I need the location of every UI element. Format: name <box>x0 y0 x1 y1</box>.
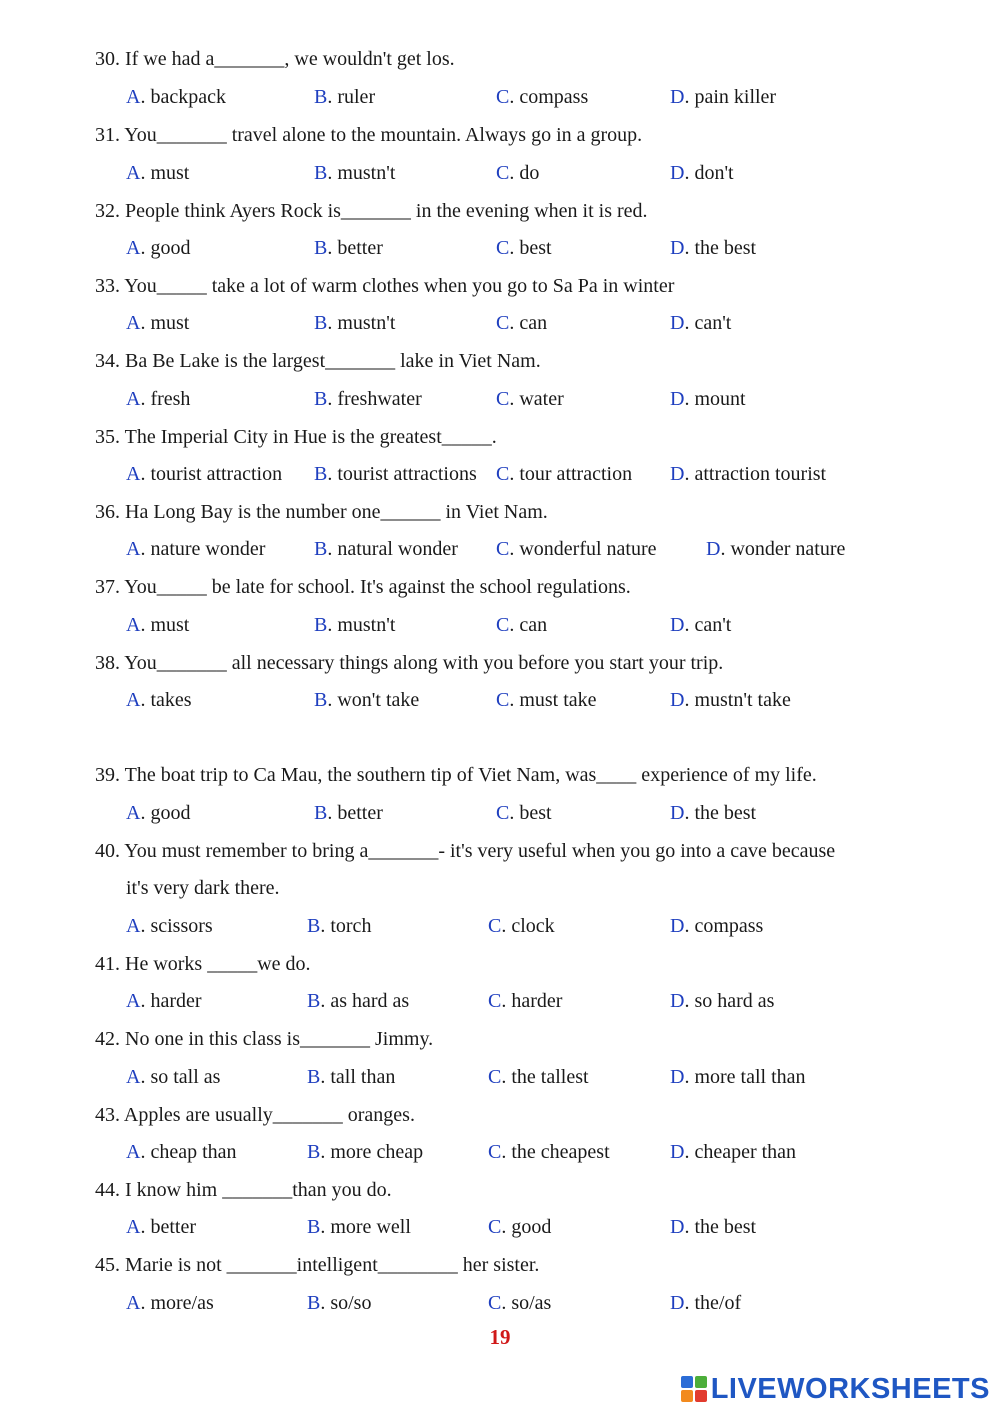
option-text: must <box>150 312 190 334</box>
answer-option-a[interactable]: A. scissors <box>126 915 213 937</box>
option-letter: C <box>496 538 510 560</box>
option-letter: A <box>126 312 141 334</box>
answer-option-a[interactable]: A. harder <box>126 990 202 1012</box>
option-letter: C <box>496 237 510 259</box>
logo-text: LIVEWORKSHEETS <box>710 1372 990 1405</box>
option-letter: D <box>670 388 685 410</box>
question-stem: Apples are usually_______ oranges. <box>123 1104 415 1126</box>
option-text: natural wonder <box>337 538 458 560</box>
option-text: so tall as <box>150 1066 221 1088</box>
answer-option-b[interactable]: B. better <box>314 802 383 824</box>
answer-option-b[interactable]: B. better <box>314 237 383 259</box>
option-text: cheaper than <box>694 1141 797 1163</box>
answer-option-a[interactable]: A. must <box>126 162 190 184</box>
logo-square-orange <box>681 1390 693 1402</box>
answer-option-d[interactable]: D. pain killer <box>670 86 777 108</box>
question-40 <box>95 840 835 863</box>
option-text: must <box>150 162 190 184</box>
option-letter: D <box>670 237 685 259</box>
option-letter: A <box>126 802 141 824</box>
answer-option-a[interactable]: A. tourist attraction <box>126 463 283 485</box>
option-letter: C <box>488 1066 502 1088</box>
option-text: torch <box>330 915 372 937</box>
answer-option-c[interactable]: C. must take <box>496 689 597 711</box>
answer-option-a[interactable]: A. must <box>126 312 190 334</box>
option-letter: B <box>314 237 328 259</box>
option-letter: B <box>314 463 328 485</box>
option-text: better <box>337 802 383 824</box>
question-number: 34. <box>95 350 120 372</box>
liveworksheets-logo-icon <box>681 1376 707 1402</box>
question-39 <box>95 764 817 787</box>
option-text: do <box>519 162 540 184</box>
option-text: must take <box>519 689 597 711</box>
answer-option-d[interactable]: D. the best <box>670 802 757 824</box>
answer-option-d[interactable]: D. the/of <box>670 1292 742 1314</box>
option-text: mustn't <box>337 312 396 334</box>
option-letter: A <box>126 86 141 108</box>
answer-option-d[interactable]: D. attraction tourist <box>670 463 827 485</box>
answer-option-c[interactable]: C. so/as <box>488 1292 552 1314</box>
question-stem: No one in this class is_______ Jimmy. <box>125 1028 434 1050</box>
option-letter: A <box>126 538 141 560</box>
answer-option-b[interactable]: B. won't take <box>314 689 420 711</box>
option-letter: B <box>307 915 321 937</box>
option-letter: B <box>314 538 328 560</box>
option-letter: C <box>488 1292 502 1314</box>
answer-option-c[interactable]: C. good <box>488 1216 552 1238</box>
option-letter: D <box>670 689 685 711</box>
question-number: 30. <box>95 48 120 70</box>
answer-option-d[interactable]: D. more tall than <box>670 1066 806 1088</box>
question-number: 45. <box>95 1254 120 1276</box>
option-letter: B <box>314 388 328 410</box>
option-text: tourist attractions <box>337 463 477 485</box>
option-text: so/so <box>330 1292 372 1314</box>
answer-option-d[interactable]: D. the best <box>670 237 757 259</box>
option-letter: C <box>496 388 510 410</box>
option-letter: D <box>670 1216 685 1238</box>
answer-option-c[interactable]: C. can <box>496 614 548 636</box>
option-text: attraction tourist <box>694 463 827 485</box>
option-letter: A <box>126 915 141 937</box>
option-text: so/as <box>511 1292 552 1314</box>
option-text: best <box>519 237 552 259</box>
question-stem: You_____ take a lot of warm clothes when you go to Sa Pa in winter <box>124 275 675 297</box>
question-45 <box>95 1254 539 1277</box>
option-text: tour attraction <box>519 463 633 485</box>
answer-option-a[interactable]: A. must <box>126 614 190 636</box>
question-stem: People think Ayers Rock is_______ in the evening when it is red. <box>125 200 648 222</box>
option-letter: D <box>670 915 685 937</box>
answer-option-b[interactable]: B. more well <box>307 1216 411 1238</box>
option-text: so hard as <box>694 990 775 1012</box>
option-letter: A <box>126 1141 141 1163</box>
answer-option-b[interactable]: B. ruler <box>314 86 376 108</box>
option-letter: B <box>314 312 328 334</box>
answer-option-c[interactable]: C. clock <box>488 915 555 937</box>
option-text: the/of <box>694 1292 742 1314</box>
question-stem: Ha Long Bay is the number one______ in Viet Nam. <box>125 501 548 523</box>
question-number: 39. <box>95 764 120 786</box>
option-text: mount <box>694 388 746 410</box>
option-text: must <box>150 614 190 636</box>
answer-option-c[interactable]: C. the tallest <box>488 1066 589 1088</box>
option-text: good <box>150 802 191 824</box>
answer-option-d[interactable]: D. so hard as <box>670 990 775 1012</box>
option-text: takes <box>150 689 192 711</box>
answer-option-c[interactable]: C. do <box>496 162 540 184</box>
question-34 <box>95 350 541 373</box>
option-letter: D <box>670 614 685 636</box>
question-number: 38. <box>95 652 120 674</box>
option-text: good <box>150 237 191 259</box>
option-letter: D <box>670 463 685 485</box>
answer-option-d[interactable]: D. the best <box>670 1216 757 1238</box>
option-letter: D <box>670 1292 685 1314</box>
option-text: wonderful nature <box>519 538 657 560</box>
question-stem: You_______ all necessary things along with you before you start your trip. <box>124 652 724 674</box>
question-37 <box>95 576 631 599</box>
option-letter: A <box>126 689 141 711</box>
option-letter: B <box>314 689 328 711</box>
question-stem: Marie is not _______intelligent________ her sister. <box>125 1254 540 1276</box>
answer-option-d[interactable]: D. mustn't take <box>670 689 791 711</box>
answer-option-a[interactable]: A. more/as <box>126 1292 214 1314</box>
question-43 <box>95 1104 415 1127</box>
answer-option-a[interactable]: A. cheap than <box>126 1141 237 1163</box>
question-42 <box>95 1028 433 1051</box>
logo-square-green <box>695 1376 707 1388</box>
option-text: tourist attraction <box>150 463 283 485</box>
option-text: harder <box>511 990 563 1012</box>
logo-square-blue <box>681 1376 693 1388</box>
answer-option-b[interactable]: B. so/so <box>307 1292 372 1314</box>
question-stem: You_______ travel alone to the mountain. Always go in a group. <box>124 124 643 146</box>
option-text: best <box>519 802 552 824</box>
option-letter: C <box>496 802 510 824</box>
option-letter: C <box>496 86 510 108</box>
option-text: cheap than <box>150 1141 237 1163</box>
answer-option-d[interactable]: D. compass <box>670 915 764 937</box>
answer-option-b[interactable]: B. as hard as <box>307 990 410 1012</box>
question-stem: You_____ be late for school. It's against the school regulations. <box>124 576 631 598</box>
option-letter: A <box>126 1292 141 1314</box>
answer-option-b[interactable]: B. tall than <box>307 1066 396 1088</box>
option-letter: A <box>126 162 141 184</box>
option-text: the tallest <box>511 1066 589 1088</box>
option-letter: B <box>307 1216 321 1238</box>
option-letter: A <box>126 614 141 636</box>
question-31 <box>95 124 642 147</box>
answer-option-a[interactable]: A. nature wonder <box>126 538 266 560</box>
option-text: water <box>519 388 564 410</box>
option-text: clock <box>511 915 555 937</box>
option-letter: B <box>314 162 328 184</box>
answer-option-a[interactable]: A. better <box>126 1216 196 1238</box>
answer-option-a[interactable]: A. takes <box>126 689 192 711</box>
question-stem: The Imperial City in Hue is the greatest_____. <box>124 426 497 448</box>
answer-option-d[interactable]: D. don't <box>670 162 734 184</box>
option-letter: B <box>314 802 328 824</box>
option-letter: C <box>496 614 510 636</box>
option-text: more cheap <box>330 1141 424 1163</box>
option-text: fresh <box>150 388 191 410</box>
answer-option-c[interactable]: C. harder <box>488 990 563 1012</box>
option-letter: B <box>314 86 328 108</box>
option-text: the cheapest <box>511 1141 610 1163</box>
option-letter: D <box>706 538 721 560</box>
option-letter: C <box>496 162 510 184</box>
option-letter: D <box>670 86 685 108</box>
option-text: nature wonder <box>150 538 266 560</box>
question-stem: The boat trip to Ca Mau, the southern tip of Viet Nam, was____ experience of my life. <box>124 764 817 786</box>
answer-option-b[interactable]: B. mustn't <box>314 312 396 334</box>
option-text: harder <box>150 990 202 1012</box>
question-stem: He works _____we do. <box>125 953 311 975</box>
option-letter: B <box>307 990 321 1012</box>
option-letter: D <box>670 802 685 824</box>
option-text: compass <box>694 915 764 937</box>
question-number: 37. <box>95 576 120 598</box>
option-text: as hard as <box>330 990 410 1012</box>
option-letter: C <box>496 689 510 711</box>
option-text: more well <box>330 1216 411 1238</box>
option-letter: D <box>670 312 685 334</box>
question-35 <box>95 426 497 449</box>
option-letter: C <box>496 463 510 485</box>
option-letter: C <box>488 1141 502 1163</box>
option-letter: D <box>670 990 685 1012</box>
option-letter: D <box>670 1141 685 1163</box>
option-text: the best <box>694 802 757 824</box>
answer-option-d[interactable]: D. wonder nature <box>706 538 846 560</box>
option-text: mustn't <box>337 614 396 636</box>
answer-option-b[interactable]: B. torch <box>307 915 372 937</box>
option-text: good <box>511 1216 552 1238</box>
question-33 <box>95 275 674 298</box>
option-text: won't take <box>337 689 420 711</box>
option-text: mustn't <box>337 162 396 184</box>
question-41 <box>95 953 311 976</box>
option-letter: B <box>307 1066 321 1088</box>
answer-option-a[interactable]: A. so tall as <box>126 1066 221 1088</box>
answer-option-c[interactable]: C. the cheapest <box>488 1141 610 1163</box>
option-text: the best <box>694 1216 757 1238</box>
question-number: 41. <box>95 953 120 975</box>
question-number: 32. <box>95 200 120 222</box>
question-number: 35. <box>95 426 120 448</box>
answer-option-a[interactable]: A. fresh <box>126 388 191 410</box>
liveworksheets-logo <box>681 1372 990 1406</box>
option-letter: B <box>307 1292 321 1314</box>
answer-option-b[interactable]: B. tourist attractions <box>314 463 477 485</box>
question-stem: If we had a_______, we wouldn't get los. <box>125 48 455 70</box>
answer-option-c[interactable]: C. best <box>496 802 552 824</box>
question-number: 33. <box>95 275 120 297</box>
answer-option-b[interactable]: B. freshwater <box>314 388 422 410</box>
option-letter: B <box>314 614 328 636</box>
option-text: backpack <box>150 86 226 108</box>
question-stem: Ba Be Lake is the largest_______ lake in Viet Nam. <box>125 350 541 372</box>
option-text: better <box>337 237 383 259</box>
option-letter: A <box>126 388 141 410</box>
question-stem: You must remember to bring a_______- it's very useful when you go into a cave because <box>124 840 836 862</box>
option-letter: B <box>307 1141 321 1163</box>
option-text: more/as <box>150 1292 214 1314</box>
question-stem: I know him _______than you do. <box>125 1179 392 1201</box>
question-32 <box>95 200 648 223</box>
option-text: freshwater <box>337 388 422 410</box>
question-number: 43. <box>95 1104 120 1126</box>
answer-option-c[interactable]: C. tour attraction <box>496 463 633 485</box>
option-text: don't <box>694 162 734 184</box>
answer-option-c[interactable]: C. water <box>496 388 564 410</box>
answer-option-b[interactable]: B. natural wonder <box>314 538 458 560</box>
answer-option-d[interactable]: D. can't <box>670 614 732 636</box>
option-text: can <box>519 312 548 334</box>
option-letter: C <box>496 312 510 334</box>
option-text: more tall than <box>694 1066 806 1088</box>
answer-option-b[interactable]: B. mustn't <box>314 614 396 636</box>
option-text: scissors <box>150 915 213 937</box>
question-30 <box>95 48 455 71</box>
option-letter: D <box>670 162 685 184</box>
option-text: tall than <box>330 1066 396 1088</box>
question-44 <box>95 1179 392 1202</box>
option-text: better <box>150 1216 196 1238</box>
answer-option-c[interactable]: C. best <box>496 237 552 259</box>
answer-option-b[interactable]: B. mustn't <box>314 162 396 184</box>
answer-option-a[interactable]: A. good <box>126 237 191 259</box>
question-38 <box>95 652 723 675</box>
answer-option-d[interactable]: D. mount <box>670 388 746 410</box>
option-text: pain killer <box>694 86 777 108</box>
option-letter: C <box>488 990 502 1012</box>
question-number: 40. <box>95 840 120 862</box>
answer-option-c[interactable]: C. can <box>496 312 548 334</box>
option-text: can't <box>694 312 732 334</box>
question-36 <box>95 501 548 524</box>
option-text: compass <box>519 86 589 108</box>
question-number: 42. <box>95 1028 120 1050</box>
answer-option-a[interactable]: A. good <box>126 802 191 824</box>
answer-option-c[interactable]: C. compass <box>496 86 589 108</box>
option-letter: A <box>126 990 141 1012</box>
question-number: 31. <box>95 124 120 146</box>
answer-option-d[interactable]: D. cheaper than <box>670 1141 797 1163</box>
answer-option-b[interactable]: B. more cheap <box>307 1141 424 1163</box>
option-letter: C <box>488 1216 502 1238</box>
option-text: can <box>519 614 548 636</box>
option-text: can't <box>694 614 732 636</box>
option-text: the best <box>694 237 757 259</box>
logo-square-red <box>695 1390 707 1402</box>
option-letter: C <box>488 915 502 937</box>
answer-option-a[interactable]: A. backpack <box>126 86 226 108</box>
option-text: ruler <box>337 86 376 108</box>
answer-option-d[interactable]: D. can't <box>670 312 732 334</box>
page-number: 19 <box>489 1325 511 1349</box>
question-number: 36. <box>95 501 120 523</box>
option-text: wonder nature <box>730 538 846 560</box>
option-letter: A <box>126 463 141 485</box>
answer-option-c[interactable]: C. wonderful nature <box>496 538 657 560</box>
option-letter: D <box>670 1066 685 1088</box>
option-letter: A <box>126 237 141 259</box>
question-stem-continued: it's very dark there. <box>126 877 280 899</box>
option-letter: A <box>126 1216 141 1238</box>
option-text: mustn't take <box>694 689 791 711</box>
option-letter: A <box>126 1066 141 1088</box>
question-number: 44. <box>95 1179 120 1201</box>
